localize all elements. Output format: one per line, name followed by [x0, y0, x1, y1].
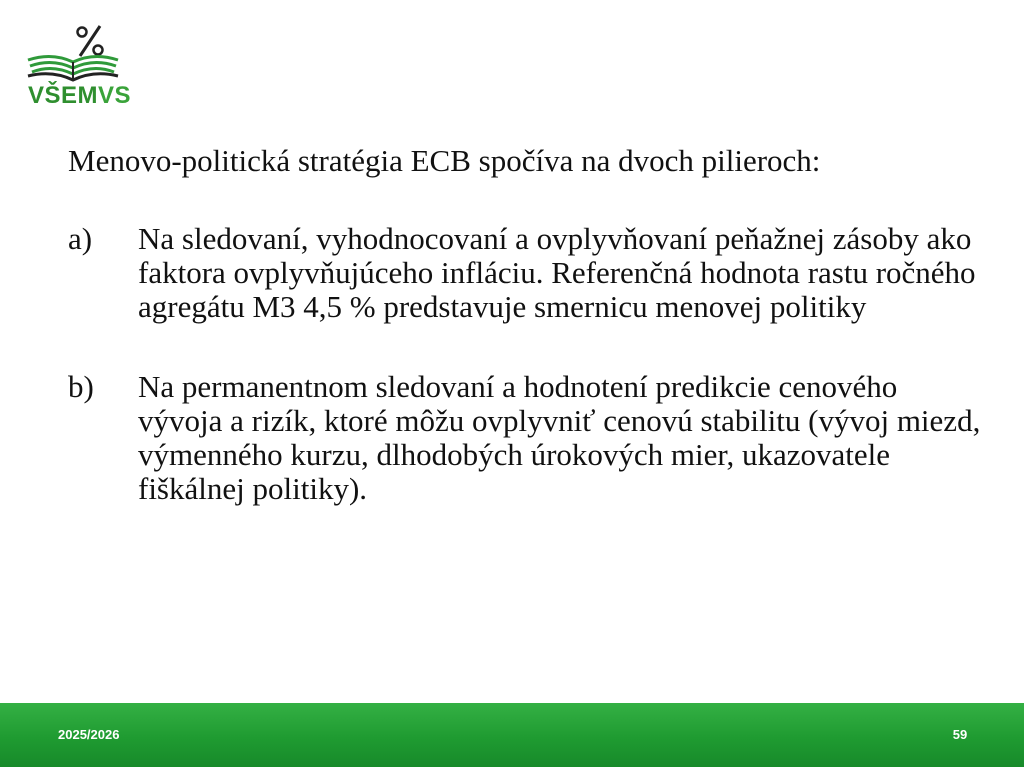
list-item-text: Na permanentnom sledovaní a hodnotení predikcie cenového vývoja a rizík, ktoré môžu ovplyvniť cenovú stabilitu (vývoj miezd, výmenného kurzu, dlhodobých úrokových mier, ukazovatele fiškálnej politiky).	[138, 369, 981, 506]
slide-content	[68, 142, 988, 552]
logo-text	[28, 82, 131, 110]
book-percent-icon	[24, 20, 122, 84]
page-number: 59	[952, 727, 968, 742]
logo	[24, 20, 132, 110]
list-item	[68, 222, 988, 324]
list-marker: a)	[68, 221, 93, 256]
list-marker: b)	[68, 369, 94, 404]
list-item-text: Na sledovaní, vyhodnocovaní a ovplyvňovaní peňažnej zásoby ako faktora ovplyvňujúceho infláciu. Referenčná hodnota rastu ročného agregátu M3 4,5 % predstavuje smernicu menovej politiky	[138, 221, 976, 324]
footer-year: 2025/2026	[58, 727, 120, 742]
footer-bar	[0, 703, 1024, 767]
list-item	[68, 370, 988, 506]
logo-text-part2: VS	[98, 82, 132, 109]
logo-text-part1: VŠEM	[28, 82, 99, 109]
intro-text: Menovo-politická stratégia ECB spočíva na dvoch pilieroch:	[68, 143, 821, 178]
